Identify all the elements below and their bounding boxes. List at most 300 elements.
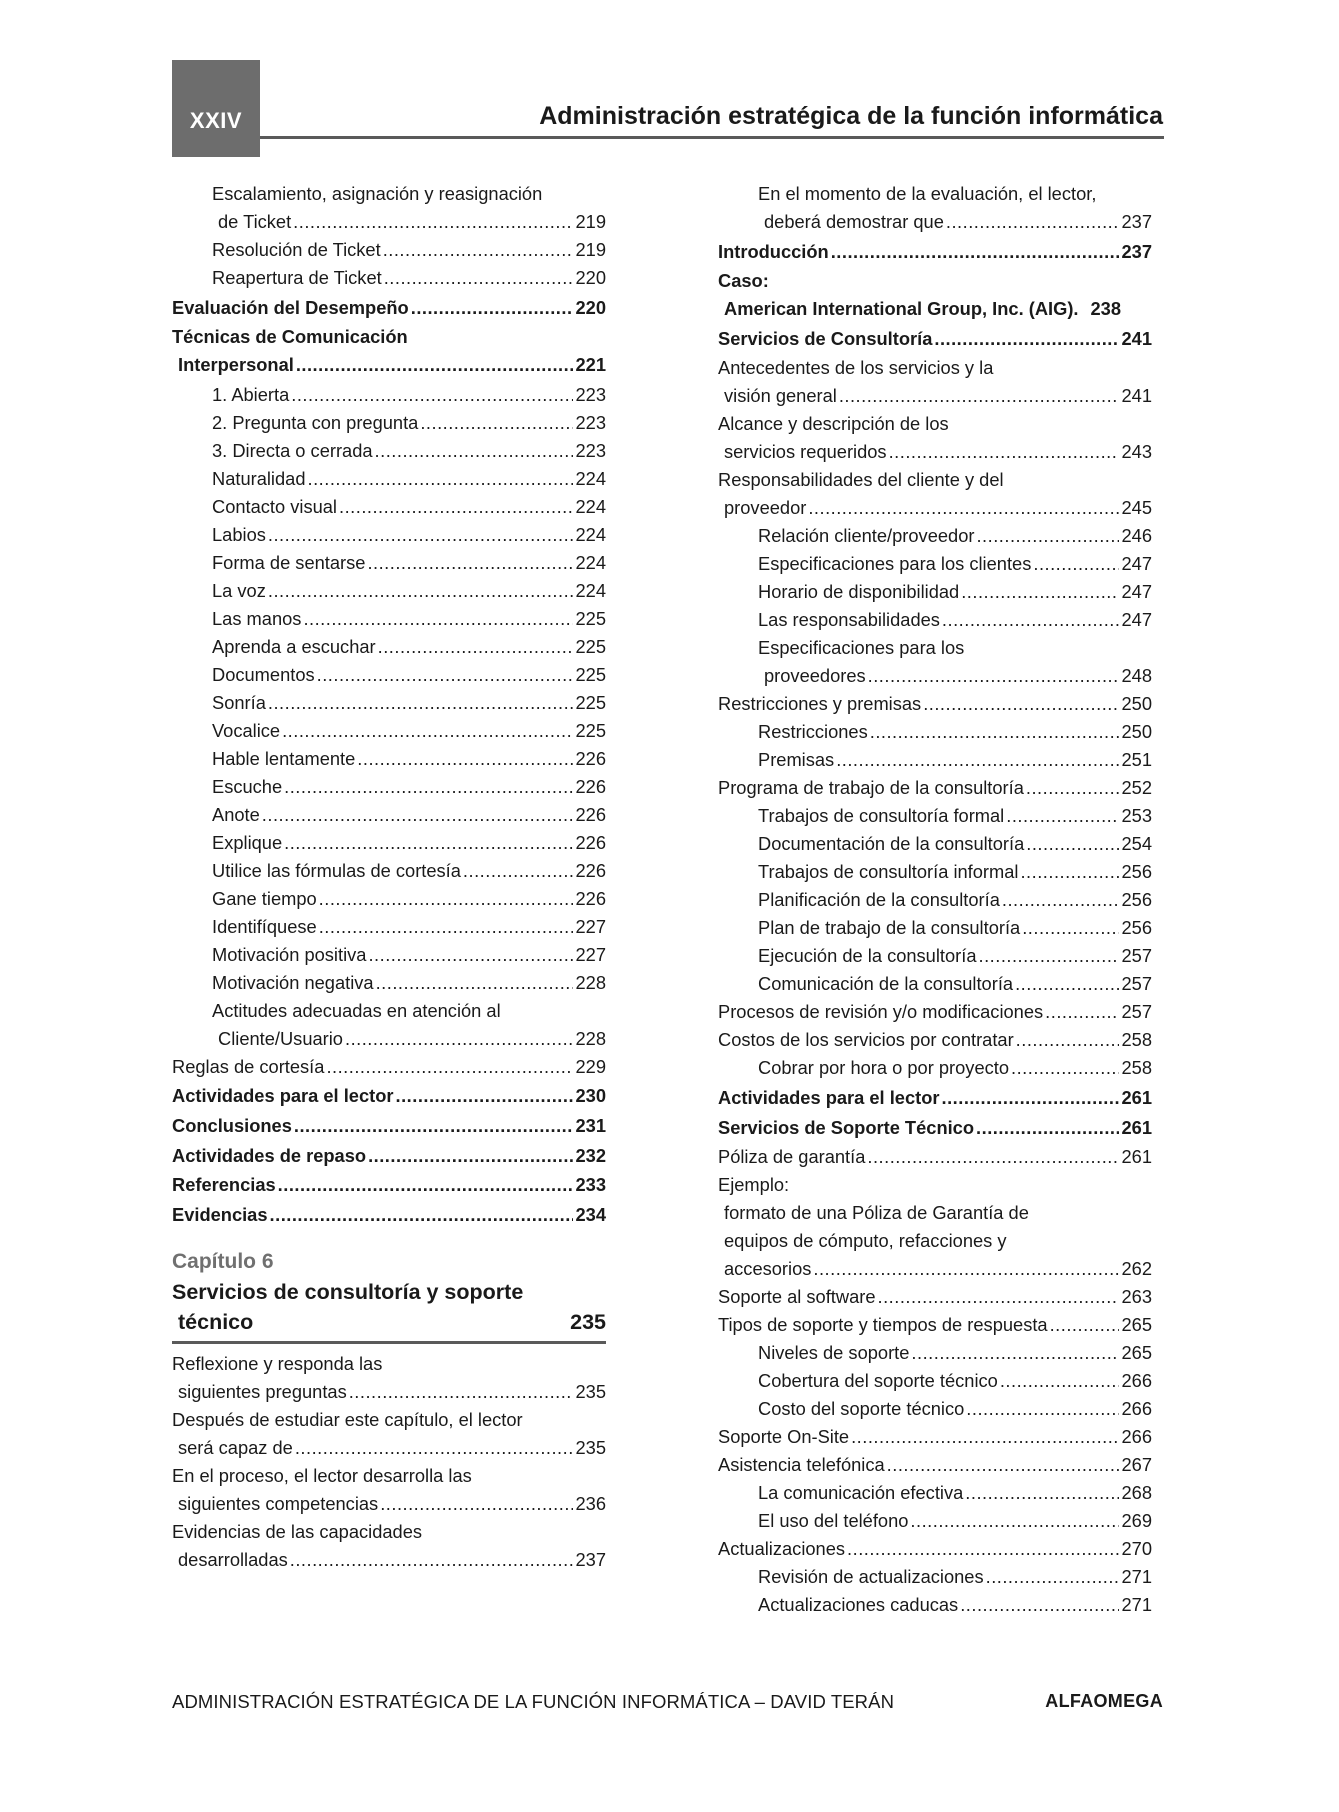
toc-entry xyxy=(172,381,606,409)
toc-entry-page: 257 xyxy=(1121,1001,1152,1023)
toc-entry-page: 221 xyxy=(575,354,606,376)
toc-entry-title: Introducción xyxy=(718,240,829,262)
chapter-title xyxy=(172,1277,606,1337)
toc-entry xyxy=(718,970,1152,998)
toc-entry-title-continued: siguientes competencias xyxy=(178,1492,379,1514)
toc-entry-title: Especificaciones para los xyxy=(758,637,965,659)
toc-entry xyxy=(172,549,606,577)
toc-entry xyxy=(172,1518,606,1574)
toc-entry-page: 261 xyxy=(1121,1146,1152,1168)
toc-entry xyxy=(172,941,606,969)
dot-leader xyxy=(887,1451,1120,1479)
toc-entry-title: Servicios de Soporte Técnico xyxy=(718,1116,975,1138)
toc-entry-title-continued: formato de una Póliza de Garantía de xyxy=(724,1202,1029,1224)
dot-leader xyxy=(808,494,1119,522)
toc-entry-title: Identifíquese xyxy=(212,915,317,937)
toc-entry-page: 225 xyxy=(575,635,606,657)
dot-leader xyxy=(308,465,574,493)
toc-entry-title: Soporte al software xyxy=(718,1286,876,1308)
toc-entry-page: 268 xyxy=(1121,1482,1152,1504)
dot-leader xyxy=(831,238,1120,266)
toc-entry-title: La voz xyxy=(212,579,266,601)
toc-entry-page: 224 xyxy=(575,495,606,517)
dot-leader xyxy=(268,521,574,549)
toc-entry-page: 256 xyxy=(1121,889,1152,911)
toc-entry-title-continued: servicios requeridos xyxy=(724,441,887,463)
toc-entry xyxy=(718,267,1152,323)
toc-entry-title: 2. Pregunta con pregunta xyxy=(212,411,419,433)
toc-entry-page: 271 xyxy=(1121,1566,1152,1588)
toc-entry-page: 219 xyxy=(575,239,606,260)
dot-leader xyxy=(319,913,574,941)
toc-entry xyxy=(172,521,606,549)
toc-entry-title: En el proceso, el lector desarrolla las xyxy=(172,1464,472,1486)
toc-entry-title: Asistencia telefónica xyxy=(718,1454,885,1476)
dot-leader xyxy=(878,1283,1120,1311)
toc-entry-page: 262 xyxy=(1121,1258,1152,1280)
toc-entry-page: 235 xyxy=(575,1436,606,1458)
dot-leader xyxy=(296,351,574,379)
dot-leader xyxy=(847,1535,1119,1563)
toc-entry-page: 237 xyxy=(1121,240,1152,262)
toc-entry-page: 266 xyxy=(1121,1370,1152,1392)
toc-entry xyxy=(172,969,606,997)
chapter-title-line2: técnico xyxy=(178,1309,254,1334)
dot-leader xyxy=(294,1112,574,1140)
dot-leader xyxy=(1000,1367,1120,1395)
toc-entry-page: 233 xyxy=(575,1174,606,1196)
dot-leader xyxy=(278,1171,574,1199)
toc-entry-page: 227 xyxy=(575,943,606,965)
dot-leader xyxy=(357,745,573,773)
toc-entry xyxy=(718,1339,1152,1367)
toc-entry-page: 265 xyxy=(1121,1342,1152,1364)
toc-entry-page: 261 xyxy=(1121,1116,1152,1138)
toc-list-right xyxy=(718,180,1152,1619)
toc-entry-title-continued: proveedores xyxy=(764,665,866,687)
toc-entry xyxy=(172,1082,606,1110)
toc-entry xyxy=(172,1053,606,1081)
toc-entry-title: Costo del soporte técnico xyxy=(758,1398,965,1420)
toc-entry xyxy=(172,1406,606,1462)
dot-leader xyxy=(1011,1054,1119,1082)
dot-leader xyxy=(839,382,1120,410)
toc-entry-title: Actitudes adecuadas en atención al xyxy=(212,999,501,1021)
toc-entry-page: 224 xyxy=(575,523,606,545)
chapter-title-line1: Servicios de consultoría y soporte xyxy=(172,1279,524,1304)
toc-entry-title: Servicios de Consultoría xyxy=(718,327,933,349)
dot-leader xyxy=(262,801,574,829)
toc-entry-title: Relación cliente/proveedor xyxy=(758,525,975,547)
toc-entry xyxy=(172,745,606,773)
toc-entry-page: 269 xyxy=(1121,1510,1152,1532)
toc-entry-page: 223 xyxy=(575,383,606,405)
toc-entry xyxy=(172,323,606,379)
dot-leader xyxy=(383,236,574,264)
dot-leader xyxy=(979,942,1120,970)
dot-leader xyxy=(1050,1311,1120,1339)
toc-entry-title: Actividades para el lector xyxy=(172,1085,394,1107)
dot-leader xyxy=(851,1423,1119,1451)
chapter-label: Capítulo 6 xyxy=(172,1249,274,1273)
dot-leader xyxy=(270,1201,574,1229)
dot-leader xyxy=(966,1395,1119,1423)
toc-entry-title-continued: Interpersonal xyxy=(178,354,294,376)
toc-entry xyxy=(718,1591,1152,1619)
toc-entry-title: Vocalice xyxy=(212,719,281,741)
toc-entry-page: 232 xyxy=(575,1144,606,1166)
toc-entry-page: 257 xyxy=(1121,973,1152,995)
dot-leader xyxy=(326,1053,573,1081)
toc-entry-title: Comunicación de la consultoría xyxy=(758,973,1014,995)
toc-entry-title: Reapertura de Ticket xyxy=(212,267,382,288)
toc-entry-page: 223 xyxy=(575,411,606,433)
toc-entry-title: Restricciones xyxy=(758,721,868,743)
dot-leader xyxy=(290,1546,574,1574)
toc-entry-title-continued: equipos de cómputo, refacciones y xyxy=(724,1230,1007,1252)
toc-entry xyxy=(718,830,1152,858)
toc-entry xyxy=(718,774,1152,802)
toc-entry xyxy=(172,1462,606,1518)
toc-entry-title: Reflexione y responda las xyxy=(172,1352,383,1374)
dot-leader xyxy=(295,1434,574,1462)
toc-entry-title: La comunicación efectiva xyxy=(758,1482,964,1504)
toc-entry-title: Motivación positiva xyxy=(212,943,367,965)
toc-entry-page: 258 xyxy=(1121,1057,1152,1079)
toc-entry-page: 267 xyxy=(1121,1454,1152,1476)
toc-entry-title: Responsabilidades del cliente y del xyxy=(718,469,1004,491)
toc-entry-title-continued: Cliente/Usuario xyxy=(218,1027,343,1049)
toc-column-left xyxy=(172,180,606,1574)
toc-entry-title: Soporte On-Site xyxy=(718,1426,850,1448)
toc-entry xyxy=(718,1114,1152,1142)
toc-entry-title: Las manos xyxy=(212,607,302,629)
toc-entry-page: 257 xyxy=(1121,945,1152,967)
toc-entry xyxy=(718,1026,1152,1054)
toc-entry xyxy=(172,493,606,521)
toc-entry-title: Restricciones y premisas xyxy=(718,693,922,715)
toc-entry-title: Conclusiones xyxy=(172,1114,292,1136)
toc-entry xyxy=(172,689,606,717)
toc-entry-page: 248 xyxy=(1121,665,1152,687)
toc-entry xyxy=(718,1143,1152,1171)
toc-entry-page: 227 xyxy=(575,915,606,937)
toc-entry-page: 252 xyxy=(1121,777,1152,799)
toc-entry-title: Naturalidad xyxy=(212,467,306,489)
toc-entry xyxy=(718,466,1152,522)
page-number-badge: XXIV xyxy=(172,60,260,157)
toc-entry-page: 266 xyxy=(1121,1426,1152,1448)
toc-entry-page: 224 xyxy=(575,551,606,573)
toc-entry xyxy=(718,325,1152,353)
toc-entry-page: 256 xyxy=(1121,861,1152,883)
dot-leader xyxy=(867,1143,1119,1171)
dot-leader xyxy=(986,1563,1120,1591)
toc-entry xyxy=(172,1171,606,1199)
toc-entry xyxy=(172,465,606,493)
toc-entry-page: 234 xyxy=(575,1203,606,1225)
toc-entry xyxy=(718,1423,1152,1451)
toc-entry-title-continued: deberá demostrar que xyxy=(764,211,944,232)
dot-leader xyxy=(1033,550,1119,578)
toc-entry-page: 226 xyxy=(575,803,606,825)
toc-entry-title: 3. Directa o cerrada xyxy=(212,439,373,461)
toc-entry-page: 266 xyxy=(1121,1398,1152,1420)
toc-entry xyxy=(718,550,1152,578)
toc-entry-title: Explique xyxy=(212,831,283,853)
dot-leader xyxy=(384,264,574,292)
toc-entry-title: Planificación de la consultoría xyxy=(758,889,1000,911)
toc-entry-title: Procesos de revisión y/o modificaciones xyxy=(718,1001,1044,1023)
toc-entry-title: Reglas de cortesía xyxy=(172,1055,325,1077)
toc-entry xyxy=(172,577,606,605)
toc-entry-page: 237 xyxy=(575,1548,606,1570)
toc-entry-page: 225 xyxy=(575,663,606,685)
toc-entry-title: Premisas xyxy=(758,749,835,771)
toc-entry xyxy=(172,236,606,264)
toc-entry xyxy=(718,1479,1152,1507)
toc-entry-title-continued: proveedor xyxy=(724,497,807,519)
footer-book-title: ADMINISTRACIÓN ESTRATÉGICA DE LA FUNCIÓN INFORMÁTICA – DAVID TERÁN xyxy=(172,1691,895,1712)
dot-leader xyxy=(317,661,574,689)
toc-entry-page: 254 xyxy=(1121,833,1152,855)
toc-entry-page: 225 xyxy=(575,691,606,713)
toc-entry-title: Especificaciones para los clientes xyxy=(758,553,1032,575)
toc-entry-page: 243 xyxy=(1121,441,1152,463)
toc-entry-page: 224 xyxy=(575,467,606,489)
dot-leader xyxy=(910,1507,1119,1535)
toc-entry-title: Utilice las fórmulas de cortesía xyxy=(212,859,461,881)
toc-entry xyxy=(172,801,606,829)
toc-entry-title: Hable lentamente xyxy=(212,747,356,769)
toc-entry-title: Antecedentes de los servicios y la xyxy=(718,357,994,379)
toc-entry xyxy=(718,180,1152,236)
toc-entry-title: Documentos xyxy=(212,663,315,685)
dot-leader xyxy=(378,633,574,661)
dot-leader xyxy=(303,605,573,633)
toc-entry xyxy=(172,829,606,857)
footer-publisher: ALFAOMEGA xyxy=(1045,1691,1163,1711)
running-header-title: Administración estratégica de la función informática xyxy=(539,102,1163,130)
toc-entry xyxy=(172,1142,606,1170)
toc-list-left xyxy=(172,180,606,1229)
toc-entry xyxy=(718,718,1152,746)
toc-entry-page: 229 xyxy=(575,1055,606,1077)
toc-entry-title: Cobertura del soporte técnico xyxy=(758,1370,998,1392)
dot-leader xyxy=(889,438,1120,466)
toc-entry xyxy=(718,1283,1152,1311)
toc-entry-page: 256 xyxy=(1121,917,1152,939)
dot-leader xyxy=(1006,802,1119,830)
toc-entry-title: Gane tiempo xyxy=(212,887,317,909)
dot-leader xyxy=(268,577,574,605)
toc-entry-title-continued: accesorios xyxy=(724,1258,812,1280)
toc-entry-page: 270 xyxy=(1121,1538,1152,1560)
chapter-title-line2-row xyxy=(172,1307,606,1337)
toc-entry xyxy=(718,354,1152,410)
toc-entry-title: En el momento de la evaluación, el lector, xyxy=(758,183,1097,204)
dot-leader xyxy=(368,1142,573,1170)
toc-entry-title: Niveles de soporte xyxy=(758,1342,910,1364)
toc-entry-title: Referencias xyxy=(172,1174,276,1196)
toc-entry xyxy=(172,1201,606,1229)
toc-entry-page: 225 xyxy=(575,719,606,741)
toc-entry-page: 247 xyxy=(1121,553,1152,575)
toc-entry xyxy=(718,802,1152,830)
toc-entry xyxy=(172,294,606,322)
toc-entry-title: Plan de trabajo de la consultoría xyxy=(758,917,1021,939)
chapter-rule xyxy=(172,1341,606,1344)
dot-leader xyxy=(367,549,573,577)
dot-leader xyxy=(946,208,1120,236)
dot-leader xyxy=(293,208,573,236)
dot-leader xyxy=(960,1591,1119,1619)
toc-entry-title: Anote xyxy=(212,803,260,825)
toc-entry xyxy=(172,264,606,292)
toc-entry xyxy=(718,1367,1152,1395)
toc-entry-title: El uso del teléfono xyxy=(758,1510,909,1532)
toc-entry-page: 231 xyxy=(575,1114,606,1136)
toc-entry-title: Tipos de soporte y tiempos de respuesta xyxy=(718,1314,1048,1336)
toc-entry xyxy=(172,1112,606,1140)
dot-leader xyxy=(942,606,1120,634)
toc-entry-title: Programa de trabajo de la consultoría xyxy=(718,777,1024,799)
chapter-page: 235 xyxy=(570,1309,606,1334)
toc-entry xyxy=(172,717,606,745)
toc-entry-page: 228 xyxy=(575,971,606,993)
toc-entry-page: 225 xyxy=(575,607,606,629)
dot-leader xyxy=(965,1479,1119,1507)
toc-entry xyxy=(718,746,1152,774)
dot-leader xyxy=(284,829,573,857)
toc-entry-page: 238 xyxy=(1090,298,1122,320)
toc-entry-title: Revisión de actualizaciones xyxy=(758,1566,984,1588)
toc-entry-title-continued: visión general xyxy=(724,385,837,407)
toc-entry-title: Ejecución de la consultoría xyxy=(758,945,977,967)
toc-entry-page: 251 xyxy=(1121,749,1152,771)
dot-leader xyxy=(942,1084,1120,1112)
dot-leader xyxy=(976,1114,1119,1142)
toc-entry-title: Actualizaciones xyxy=(718,1538,846,1560)
toc-entry-title: Actividades para el lector xyxy=(718,1086,940,1108)
toc-entry-page: 228 xyxy=(575,1027,606,1049)
toc-entry-title: Contacto visual xyxy=(212,495,337,517)
toc-entry xyxy=(718,238,1152,266)
toc-entry xyxy=(718,1395,1152,1423)
dot-leader xyxy=(339,493,573,521)
dot-leader xyxy=(268,689,574,717)
toc-entry-page: 250 xyxy=(1121,693,1152,715)
toc-entry-title: Aprenda a escuchar xyxy=(212,635,376,657)
toc-entry xyxy=(172,885,606,913)
toc-entry-page: 237 xyxy=(1121,211,1152,232)
toc-entry-page: 247 xyxy=(1121,609,1152,631)
dot-leader xyxy=(1026,774,1120,802)
dot-leader xyxy=(291,381,573,409)
toc-entry-page: 224 xyxy=(575,579,606,601)
dot-leader xyxy=(911,1339,1119,1367)
toc-entry-page: 226 xyxy=(575,887,606,909)
toc-entry-page: 220 xyxy=(575,267,606,288)
toc-entry-title: Forma de sentarse xyxy=(212,551,366,573)
dot-leader xyxy=(284,773,573,801)
toc-entry-title-continued: siguientes preguntas xyxy=(178,1380,347,1402)
toc-entry-title: Caso: xyxy=(718,270,769,292)
toc-entry xyxy=(172,773,606,801)
toc-entry xyxy=(718,522,1152,550)
toc-entry-title: Escuche xyxy=(212,775,283,797)
toc-entry-page: 226 xyxy=(575,775,606,797)
toc-entry-page: 236 xyxy=(575,1492,606,1514)
dot-leader xyxy=(836,746,1119,774)
dot-leader xyxy=(375,437,574,465)
toc-entry xyxy=(172,605,606,633)
dot-leader xyxy=(1045,998,1119,1026)
toc-entry-page: 265 xyxy=(1121,1314,1152,1336)
dot-leader xyxy=(282,717,573,745)
dot-leader xyxy=(463,857,574,885)
toc-entry xyxy=(718,1171,1152,1283)
dot-leader xyxy=(411,294,574,322)
toc-entry xyxy=(172,409,606,437)
dot-leader xyxy=(1002,886,1120,914)
toc-entry xyxy=(172,437,606,465)
toc-entry-page: 241 xyxy=(1121,327,1152,349)
toc-column-right xyxy=(718,180,1152,1619)
toc-entry-page: 263 xyxy=(1121,1286,1152,1308)
dot-leader xyxy=(380,1490,573,1518)
toc-entry xyxy=(718,1451,1152,1479)
dot-leader xyxy=(1015,970,1119,998)
toc-entry-title: Actividades de repaso xyxy=(172,1144,367,1166)
toc-entry-page: 230 xyxy=(575,1085,606,1107)
toc-entry-title-continued: de Ticket xyxy=(218,211,292,232)
dot-leader xyxy=(868,662,1120,690)
dot-leader xyxy=(319,885,574,913)
dot-leader xyxy=(349,1378,574,1406)
toc-entry-title: Actualizaciones caducas xyxy=(758,1594,959,1616)
toc-entry xyxy=(718,942,1152,970)
toc-entry xyxy=(718,1563,1152,1591)
dot-leader xyxy=(1016,1026,1120,1054)
dot-leader xyxy=(420,409,573,437)
toc-entry xyxy=(172,633,606,661)
toc-entry xyxy=(718,1507,1152,1535)
toc-entry xyxy=(172,857,606,885)
dot-leader xyxy=(1020,858,1119,886)
toc-entry-title: Póliza de garantía xyxy=(718,1146,866,1168)
toc-entry xyxy=(718,914,1152,942)
toc-entry-title: Después de estudiar este capítulo, el lector xyxy=(172,1408,523,1430)
toc-entry xyxy=(718,410,1152,466)
toc-list-chapter xyxy=(172,1350,606,1574)
toc-entry-page: 261 xyxy=(1121,1086,1152,1108)
toc-entry-title: Documentación de la consultoría xyxy=(758,833,1025,855)
toc-entry xyxy=(172,180,606,236)
toc-entry-page: 241 xyxy=(1121,385,1152,407)
toc-entry-page: 220 xyxy=(575,296,606,318)
toc-entry-page: 226 xyxy=(575,859,606,881)
toc-entry-title: 1. Abierta xyxy=(212,383,290,405)
toc-entry-title: Trabajos de consultoría formal xyxy=(758,805,1005,827)
toc-entry-page: 253 xyxy=(1121,805,1152,827)
toc-entry xyxy=(718,634,1152,690)
toc-entry-title: Horario de disponibilidad xyxy=(758,581,960,603)
toc-entry-page: 247 xyxy=(1121,581,1152,603)
dot-leader xyxy=(813,1255,1119,1283)
dot-leader xyxy=(1022,914,1119,942)
dot-leader xyxy=(934,325,1119,353)
